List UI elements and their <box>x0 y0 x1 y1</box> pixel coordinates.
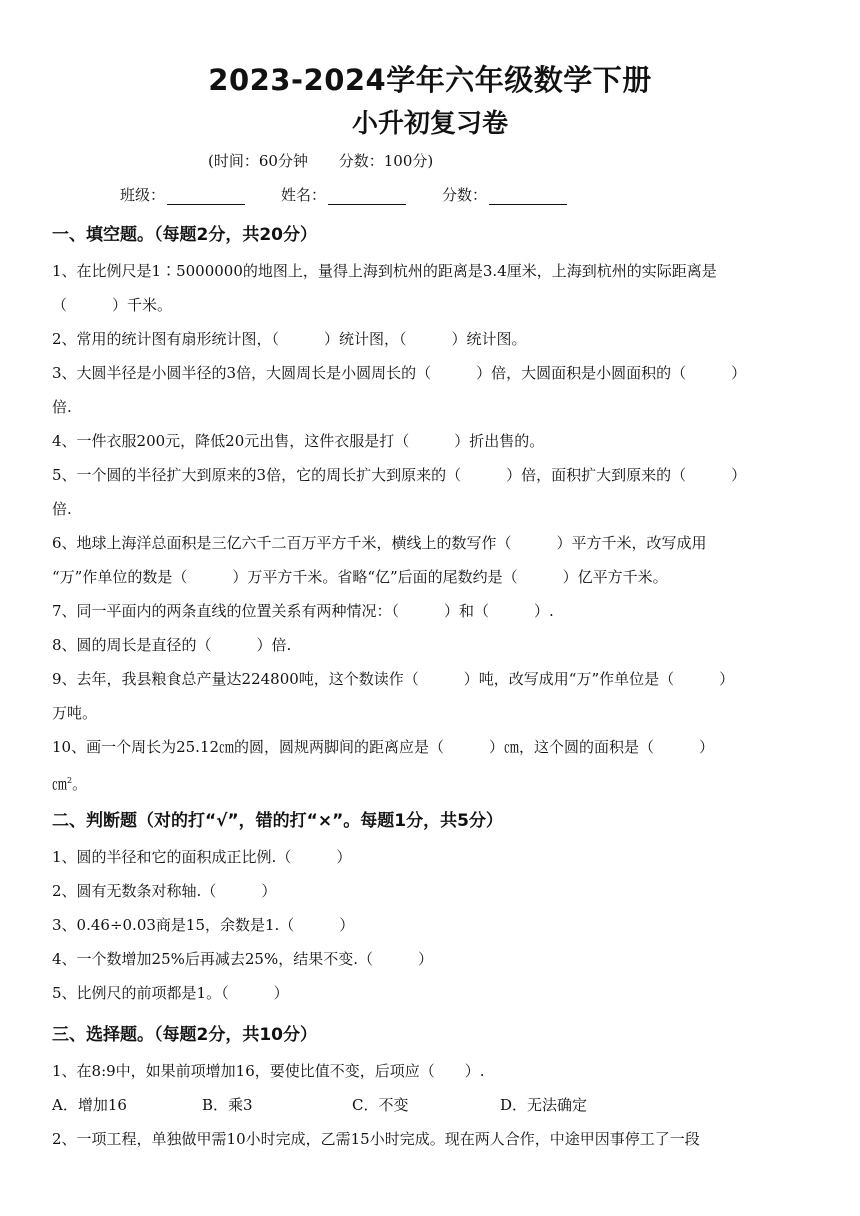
fill-question-text: 8、圆的周长是直径的（ ）倍. <box>52 636 292 654</box>
fill-question-text-line2 <box>52 764 810 801</box>
name-field[interactable] <box>281 184 406 205</box>
section-fill-title: 一、填空题。（每题2分，共20分） <box>52 225 317 245</box>
exam-meta <box>208 150 459 171</box>
fill-question-text: 6、地球上海洋总面积是三亿六千二百万平方千米，横线上的数写作（ ）平方千米，改写成用 <box>52 534 707 552</box>
superscript: 2 <box>67 776 73 785</box>
score-field[interactable] <box>442 184 567 205</box>
fill-question-3 <box>52 356 810 424</box>
class-field[interactable] <box>120 184 245 205</box>
score-info: 分数：100分) <box>338 152 434 170</box>
exam-subtitle: 小升初复习卷 <box>351 109 508 139</box>
judge-question-3: 3、0.46÷0.03商是15，余数是1.（ ） <box>52 916 355 934</box>
section-judge-title: 二、判断题（对的打“√”，错的打“×”。每题1分，共5分） <box>52 811 503 831</box>
choice-option-d[interactable]: D．无法确定 <box>500 1096 588 1114</box>
fill-question-text: 倍. <box>52 500 72 518</box>
class-blank[interactable] <box>167 188 245 205</box>
fill-question-text: 2、常用的统计图有扇形统计图，（ ）统计图，（ ）统计图。 <box>52 330 527 348</box>
choice-option-a[interactable]: A．增加16 <box>52 1096 127 1114</box>
fill-question-text: 9、去年，我县粮食总产量达224800吨，这个数读作（ ）吨，改写成用“万”作单位是（ ） <box>52 670 735 688</box>
fill-question-4 <box>52 424 810 458</box>
class-label: 班级： <box>120 186 166 204</box>
section-choice-title: 三、选择题。（每题2分，共10分） <box>52 1025 317 1045</box>
fill-question-7 <box>52 594 810 628</box>
fill-question-text: 7、同一平面内的两条直线的位置关系有两种情况：（ ）和（ ）. <box>52 602 554 620</box>
judge-question-2: 2、圆有无数条对称轴.（ ） <box>52 882 277 900</box>
exam-title: 2023-2024学年六年级数学下册 <box>208 63 652 97</box>
choice-question-2: 2、一项工程，单独做甲需10小时完成，乙需15小时完成。现在两人合作，中途甲因事停工了一段 <box>52 1130 700 1148</box>
fill-question-5 <box>52 458 810 526</box>
score-label: 分数： <box>442 186 488 204</box>
fill-question-2 <box>52 322 810 356</box>
name-blank[interactable] <box>328 188 406 205</box>
fill-question-text: 万吨。 <box>52 704 98 722</box>
judge-question-4: 4、一个数增加25%后再减去25%，结果不变.（ ） <box>52 950 433 968</box>
fill-question-9 <box>52 662 810 730</box>
score-blank[interactable] <box>489 188 567 205</box>
fill-question-text: “万”作单位的数是（ ）万平方千米。省略“亿”后面的尾数约是（ ）亿平方千米。 <box>52 568 668 586</box>
fill-question-8 <box>52 628 810 662</box>
fill-question-text: 3、大圆半径是小圆半径的3倍，大圆周长是小圆周长的（ ）倍，大圆面积是小圆面积的（ ） <box>52 364 747 382</box>
judge-question-5: 5、比例尺的前项都是1。（ ） <box>52 984 289 1002</box>
time-info: (时间：60分钟 <box>208 152 308 170</box>
choice-question-1: 1、在8:9中，如果前项增加16，要使比值不变，后项应（ ）. <box>52 1062 485 1080</box>
fill-question-text: （ ）千米。 <box>52 296 173 314</box>
fill-question-text: 10、画一个周长为25.12㎝的圆，圆规两脚间的距离应是（ ）㎝，这个圆的面积是（ ） <box>52 738 715 756</box>
fill-question-10 <box>52 730 810 801</box>
fill-question-6 <box>52 526 810 594</box>
name-label: 姓名： <box>281 186 327 204</box>
fill-question-text: 1、在比例尺是1∶5000000的地图上，量得上海到杭州的距离是3.4厘米，上海到杭州的实际距离是 <box>52 262 717 280</box>
judge-question-1: 1、圆的半径和它的面积成正比例.（ ） <box>52 848 352 866</box>
unit-cm: ㎝ <box>52 775 68 793</box>
choice-option-b[interactable]: B．乘3 <box>202 1096 253 1114</box>
punctuation: 。 <box>72 775 88 793</box>
fill-question-text: 倍. <box>52 398 72 416</box>
fill-question-text: 4、一件衣服200元，降低20元出售，这件衣服是打（ ）折出售的。 <box>52 432 545 450</box>
student-info-fields <box>120 184 603 205</box>
fill-question-1 <box>52 254 810 322</box>
fill-question-text: 5、一个圆的半径扩大到原来的3倍，它的周长扩大到原来的（ ）倍，面积扩大到原来的（ ） <box>52 466 747 484</box>
choice-option-c[interactable]: C．不变 <box>352 1096 409 1114</box>
